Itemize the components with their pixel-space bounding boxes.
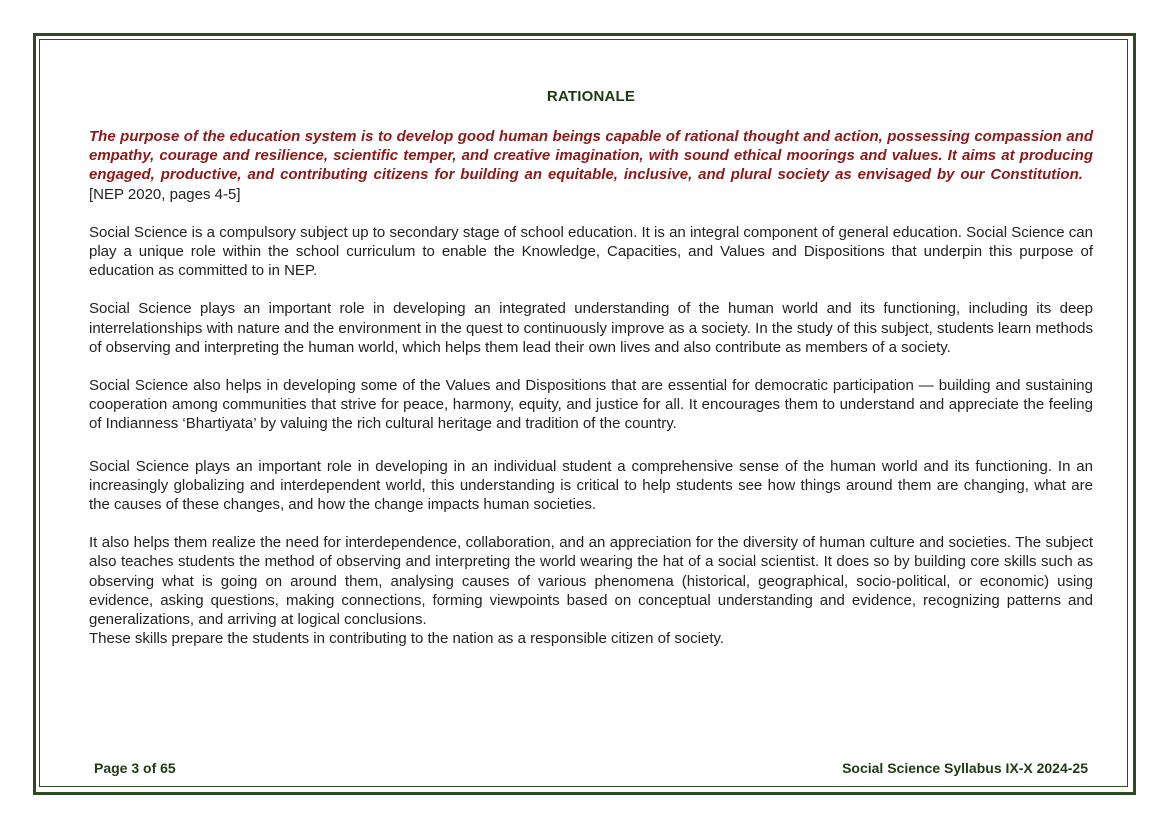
- paragraph-5: It also helps them realize the need for interdependence, collaboration, and an appreciation for the diversity of human culture and societies. The subject also teaches students the method of observing and interpreting the world wearing the hat of a social scientist. It does so by building core skills such as observing what is going on around them, analysing causes of various phenomena (historical, geographical, socio-political, or economic) using evidence, asking questions, making connections, forming viewpoints based on conceptual understanding and evidence, recognizing patterns and generalizations, and arriving at logical conclusions.: [89, 534, 1093, 629]
- paragraph-1: Social Science is a compulsory subject up to secondary stage of school education. It is an integral component of general education. Social Science can play a unique role within the school curriculum to enable the Knowledge, Capacities, and Values and Dispositions that underpin this purpose of education as committed to in NEP.: [89, 223, 1093, 280]
- document-title: Social Science Syllabus IX-X 2024-25: [842, 760, 1088, 776]
- paragraph-2: Social Science plays an important role in developing an integrated understanding of the human world and its functioning, including its deep interrelationships with nature and the environment in the quest to continuously improve as a society. In the study of this subject, students learn methods of observing and interpreting the human world, which helps them lead their own lives and also contribute as members of a society.: [89, 300, 1093, 356]
- quote-text: The purpose of the education system is to develop good human beings capable of rational thought and action, possessing compassion and empathy, courage and resilience, scientific temper, and creative imagination, with sound ethical moorings and values. It aims at producing engaged, productive, and contributing citizens for building an equitable, inclusive, and plural society as envisaged by our Constitution.: [89, 128, 1093, 184]
- page-number: Page 3 of 65: [94, 760, 176, 776]
- closing-line: These skills prepare the students in contributing to the nation as a responsible citizen of society.: [89, 630, 725, 648]
- nep-quote: [89, 127, 1093, 204]
- paragraph-4: Social Science plays an important role in developing in an individual student a comprehensive sense of the human world and its functioning. In an increasingly globalizing and interdependent world, this understanding is critical to help students see how things around them are changing, what are the causes of these changes, and how the change impacts human societies.: [89, 457, 1093, 514]
- quote-reference: [NEP 2020, pages 4-5]: [89, 185, 241, 203]
- paragraph-3: Social Science also helps in developing some of the Values and Dispositions that are essential for democratic participation — building and sustaining cooperation among communities that strive for peace, harmony, equity, and justice for all. It encourages them to understand and appreciate the feeling of Indianness ‘Bhartiyata’ by valuing the rich cultural heritage and tradition of the country.: [89, 377, 1093, 433]
- page-content: [89, 88, 1093, 667]
- page-title: RATIONALE: [546, 88, 636, 105]
